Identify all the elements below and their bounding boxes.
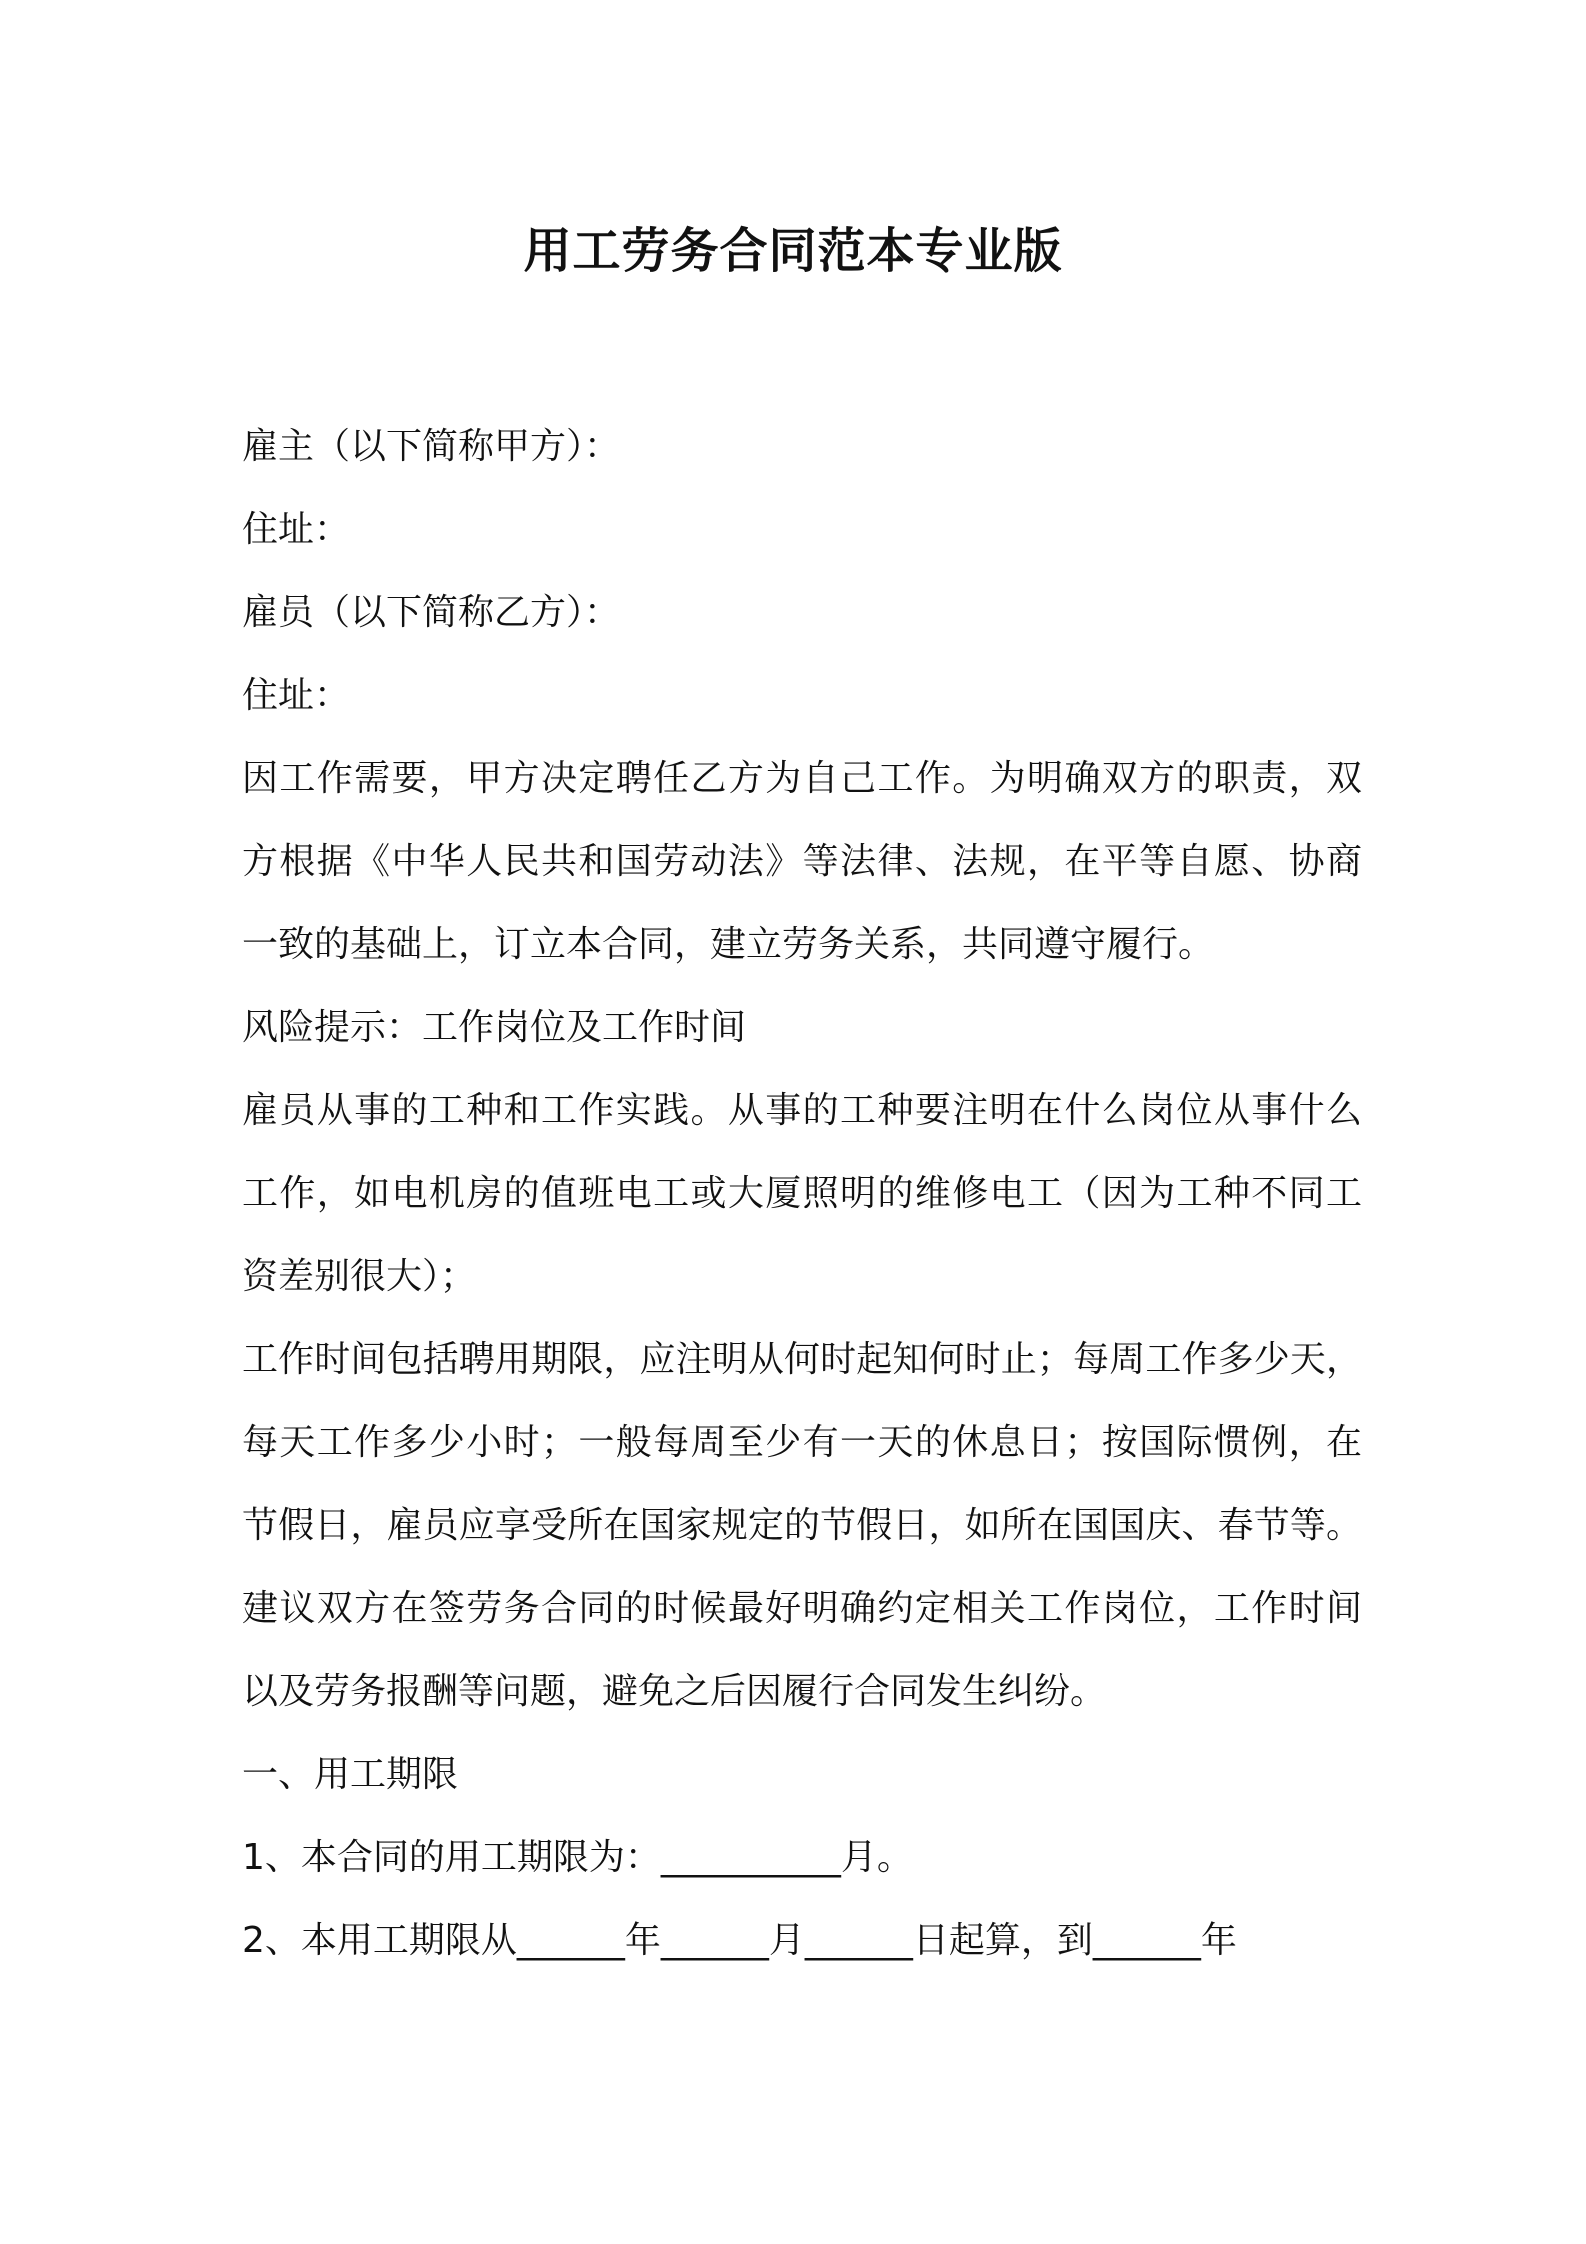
risk-paragraph-2-line-3: 节假日，雇员应享受所在国家规定的节假日，如所在国国庆、春节等。 bbox=[242, 1505, 1362, 1546]
employer-line: 雇主（以下简称甲方）： bbox=[242, 426, 621, 467]
risk-paragraph-1-line-3: 资差别很大）； bbox=[242, 1256, 477, 1297]
employee-address-line: 住址： bbox=[242, 675, 351, 716]
employer-address-line: 住址： bbox=[242, 509, 351, 550]
preamble-line-2: 方根据《中华人民共和国劳动法》等法律、法规，在平等自愿、协商 bbox=[242, 841, 1362, 882]
risk-heading: 风险提示：工作岗位及工作时间 bbox=[242, 1007, 747, 1048]
section-1-heading: 一、用工期限 bbox=[242, 1754, 459, 1795]
risk-paragraph-1-line-2: 工作，如电机房的值班电工或大厦照明的维修电工（因为工种不同工 bbox=[242, 1173, 1362, 1214]
preamble-line-1: 因工作需要，甲方决定聘任乙方为自己工作。为明确双方的职责，双 bbox=[242, 758, 1362, 799]
risk-paragraph-2-line-2: 每天工作多少小时；一般每周至少有一天的休息日；按国际惯例，在 bbox=[242, 1422, 1362, 1463]
risk-paragraph-3-line-1: 建议双方在签劳务合同的时候最好明确约定相关工作岗位，工作时间 bbox=[242, 1588, 1362, 1629]
risk-paragraph-2-line-1: 工作时间包括聘用期限，应注明从何时起知何时止；每周工作多少天， bbox=[242, 1339, 1362, 1380]
preamble-line-3: 一致的基础上，订立本合同，建立劳务关系，共同遵守履行。 bbox=[242, 924, 1215, 965]
risk-paragraph-3-line-2: 以及劳务报酬等问题，避免之后因履行合同发生纠纷。 bbox=[242, 1671, 1107, 1712]
employee-line: 雇员（以下简称乙方）： bbox=[242, 592, 621, 633]
document-body bbox=[242, 405, 1362, 1982]
document-title: 用工劳务合同范本专业版 bbox=[523, 223, 1063, 279]
risk-paragraph-1-line-1: 雇员从事的工种和工作实践。从事的工种要注明在什么岗位从事什么 bbox=[242, 1090, 1362, 1131]
section-1-item-1: 1、本合同的用工期限为：__________月。 bbox=[242, 1837, 913, 1878]
section-1-item-2: 2、本用工期限从______年______月______日起算，到______年 bbox=[242, 1920, 1237, 1961]
